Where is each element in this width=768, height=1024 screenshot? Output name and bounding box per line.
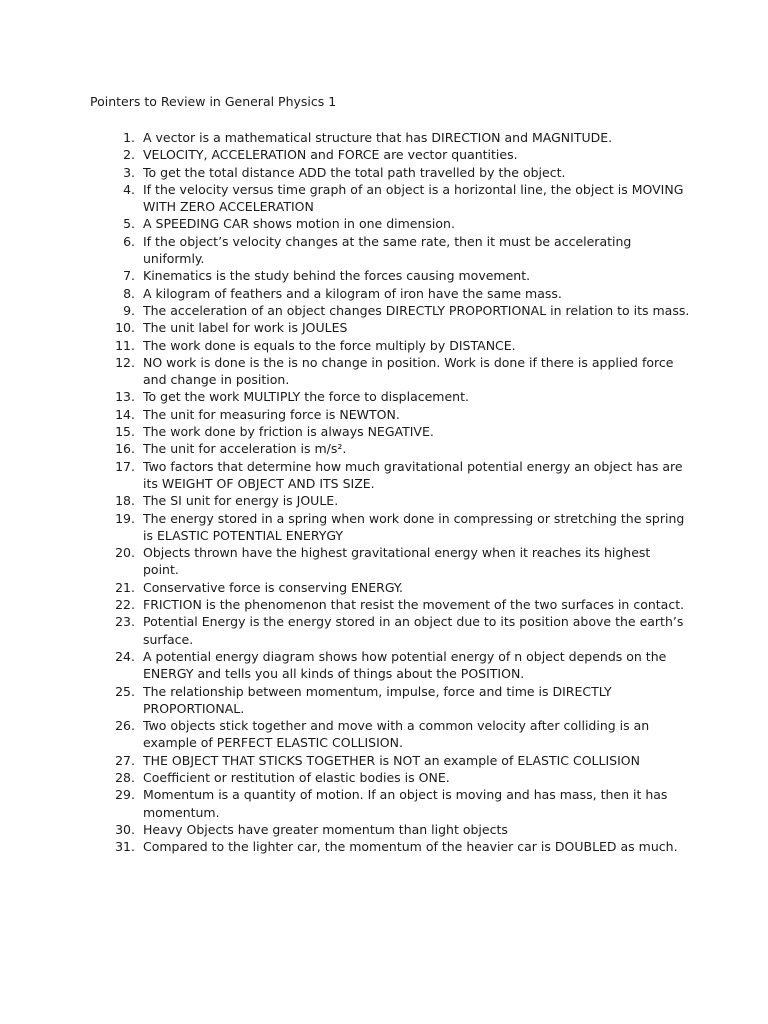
list-item: [90, 821, 690, 838]
item-text: A SPEEDING CAR shows motion in one dimension.: [143, 216, 455, 232]
item-text: Objects thrown have the highest gravitational energy when it reaches its highest point.: [143, 545, 651, 578]
item-text: The energy stored in a spring when work done in compressing or stretching the spring is ELASTIC POTENTIAL ENERYGY: [143, 510, 685, 543]
item-number: 17 .: [90, 458, 143, 493]
item-text: A kilogram of feathers and a kilogram of iron have the same mass.: [143, 285, 562, 301]
list-item: [90, 319, 690, 336]
item-number: 6 .: [90, 233, 143, 268]
item-text: Heavy Objects have greater momentum than light objects: [143, 821, 508, 837]
list-item: [90, 129, 690, 146]
item-number: 7 .: [90, 267, 143, 284]
list-item: [90, 354, 690, 389]
item-text: The work done by friction is always NEGATIVE.: [143, 424, 434, 440]
item-text: Momentum is a quantity of motion. If an object is moving and has mass, then it has momentum.: [143, 787, 668, 820]
item-number: 22 .: [90, 596, 143, 613]
list-item: [90, 164, 690, 181]
item-text: The work done is equals to the force multiply by DISTANCE.: [143, 337, 516, 353]
list-item: [90, 544, 690, 579]
item-text: Coefficient or restitution of elastic bodies is ONE.: [143, 769, 450, 785]
list-item: [90, 579, 690, 596]
item-number: 28 .: [90, 769, 143, 786]
item-text: NO work is done is the is no change in position. Work is done if there is applied force and change in position.: [143, 354, 674, 388]
item-text: FRICTION is the phenomenon that resist the movement of the two surfaces in contact.: [143, 597, 685, 613]
item-text: Kinematics is the study behind the forces causing movement.: [143, 268, 531, 284]
list-item: [90, 388, 690, 405]
list-item: [90, 717, 690, 752]
item-number: 29 .: [90, 786, 143, 821]
list-item: [90, 215, 690, 232]
item-number: 13 .: [90, 388, 143, 405]
item-number: 26 .: [90, 717, 143, 752]
item-text: To get the work MULTIPLY the force to displacement.: [143, 389, 469, 405]
list-item: [90, 596, 690, 613]
item-text: Two factors that determine how much gravitational potential energy an object has are its WEIGHT OF OBJECT AND ITS SIZE.: [143, 458, 683, 491]
list-item: [90, 648, 690, 683]
item-text: Two objects stick together and move with a common velocity after colliding is an example of PERFECT ELASTIC COLLISION.: [143, 718, 650, 751]
list-item: [90, 423, 690, 440]
list-item: [90, 492, 690, 509]
item-text: VELOCITY, ACCELERATION and FORCE are vector quantities.: [143, 147, 518, 163]
list-item: [90, 769, 690, 786]
item-number: 11 .: [90, 337, 143, 354]
document-title: Pointers to Review in General Physics 1: [90, 94, 337, 109]
item-number: 10 .: [90, 319, 143, 336]
item-number: 12 .: [90, 354, 143, 389]
item-number: 27 .: [90, 752, 143, 769]
list-item: [90, 146, 690, 163]
item-text: Compared to the lighter car, the momentum of the heavier car is DOUBLED as much.: [143, 839, 678, 855]
item-number: 9 .: [90, 302, 143, 319]
item-text: A potential energy diagram shows how potential energy of n object depends on the ENERGY and tells you all kinds of things about the POSITION.: [143, 648, 667, 682]
list-item: [90, 510, 690, 545]
item-text: The acceleration of an object changes DIRECTLY PROPORTIONAL in relation to its mass.: [143, 302, 690, 318]
item-text: A vector is a mathematical structure that has DIRECTION and MAGNITUDE.: [143, 130, 613, 145]
list-item: [90, 267, 690, 284]
item-text: The SI unit for energy is JOULE.: [143, 493, 339, 509]
list-item: [90, 838, 690, 855]
list-item: [90, 302, 690, 319]
item-number: 3 .: [90, 164, 143, 181]
item-number: 19 .: [90, 510, 143, 545]
item-number: 25 .: [90, 683, 143, 718]
item-number: 4 .: [90, 181, 143, 216]
item-text: Potential Energy is the energy stored in an object due to its position above the earth’s surface.: [143, 614, 684, 647]
item-text: The unit label for work is JOULES: [143, 320, 348, 336]
list-item: [90, 337, 690, 354]
item-text: To get the total distance ADD the total path travelled by the object.: [143, 164, 566, 180]
list-item: [90, 440, 690, 457]
list-item: [90, 683, 690, 718]
review-pointers-list: [90, 129, 690, 855]
item-number: 24 .: [90, 648, 143, 683]
item-number: 18 .: [90, 492, 143, 509]
list-item: [90, 786, 690, 821]
item-number: 14 .: [90, 406, 143, 423]
item-text: THE OBJECT THAT STICKS TOGETHER is NOT an example of ELASTIC COLLISION: [143, 752, 640, 768]
item-number: 16 .: [90, 440, 143, 457]
item-number: 5 .: [90, 215, 143, 232]
item-number: 2 .: [90, 146, 143, 163]
item-number: 1 .: [90, 129, 143, 146]
list-item: [90, 752, 690, 769]
item-text: The relationship between momentum, impulse, force and time is DIRECTLY PROPORTIONAL.: [143, 683, 612, 716]
item-text: The unit for acceleration is m/s².: [143, 441, 347, 457]
item-number: 15 .: [90, 423, 143, 440]
item-number: 21 .: [90, 579, 143, 596]
item-text: Conservative force is conserving ENERGY.: [143, 579, 403, 595]
item-number: 8 .: [90, 285, 143, 302]
item-text: If the object’s velocity changes at the same rate, then it must be accelerating uniformly.: [143, 233, 632, 267]
item-text: The unit for measuring force is NEWTON.: [143, 406, 400, 422]
item-number: 20 .: [90, 544, 143, 579]
list-item: [90, 406, 690, 423]
item-number: 30 .: [90, 821, 143, 838]
list-item: [90, 613, 690, 648]
list-item: [90, 285, 690, 302]
list-item: [90, 233, 690, 268]
item-text: If the velocity versus time graph of an object is a horizontal line, the object is MOVING WITH ZERO ACCELERATION: [143, 181, 684, 215]
list-item: [90, 181, 690, 216]
item-number: 23 .: [90, 613, 143, 648]
list-item: [90, 458, 690, 493]
item-number: 31 .: [90, 838, 143, 855]
